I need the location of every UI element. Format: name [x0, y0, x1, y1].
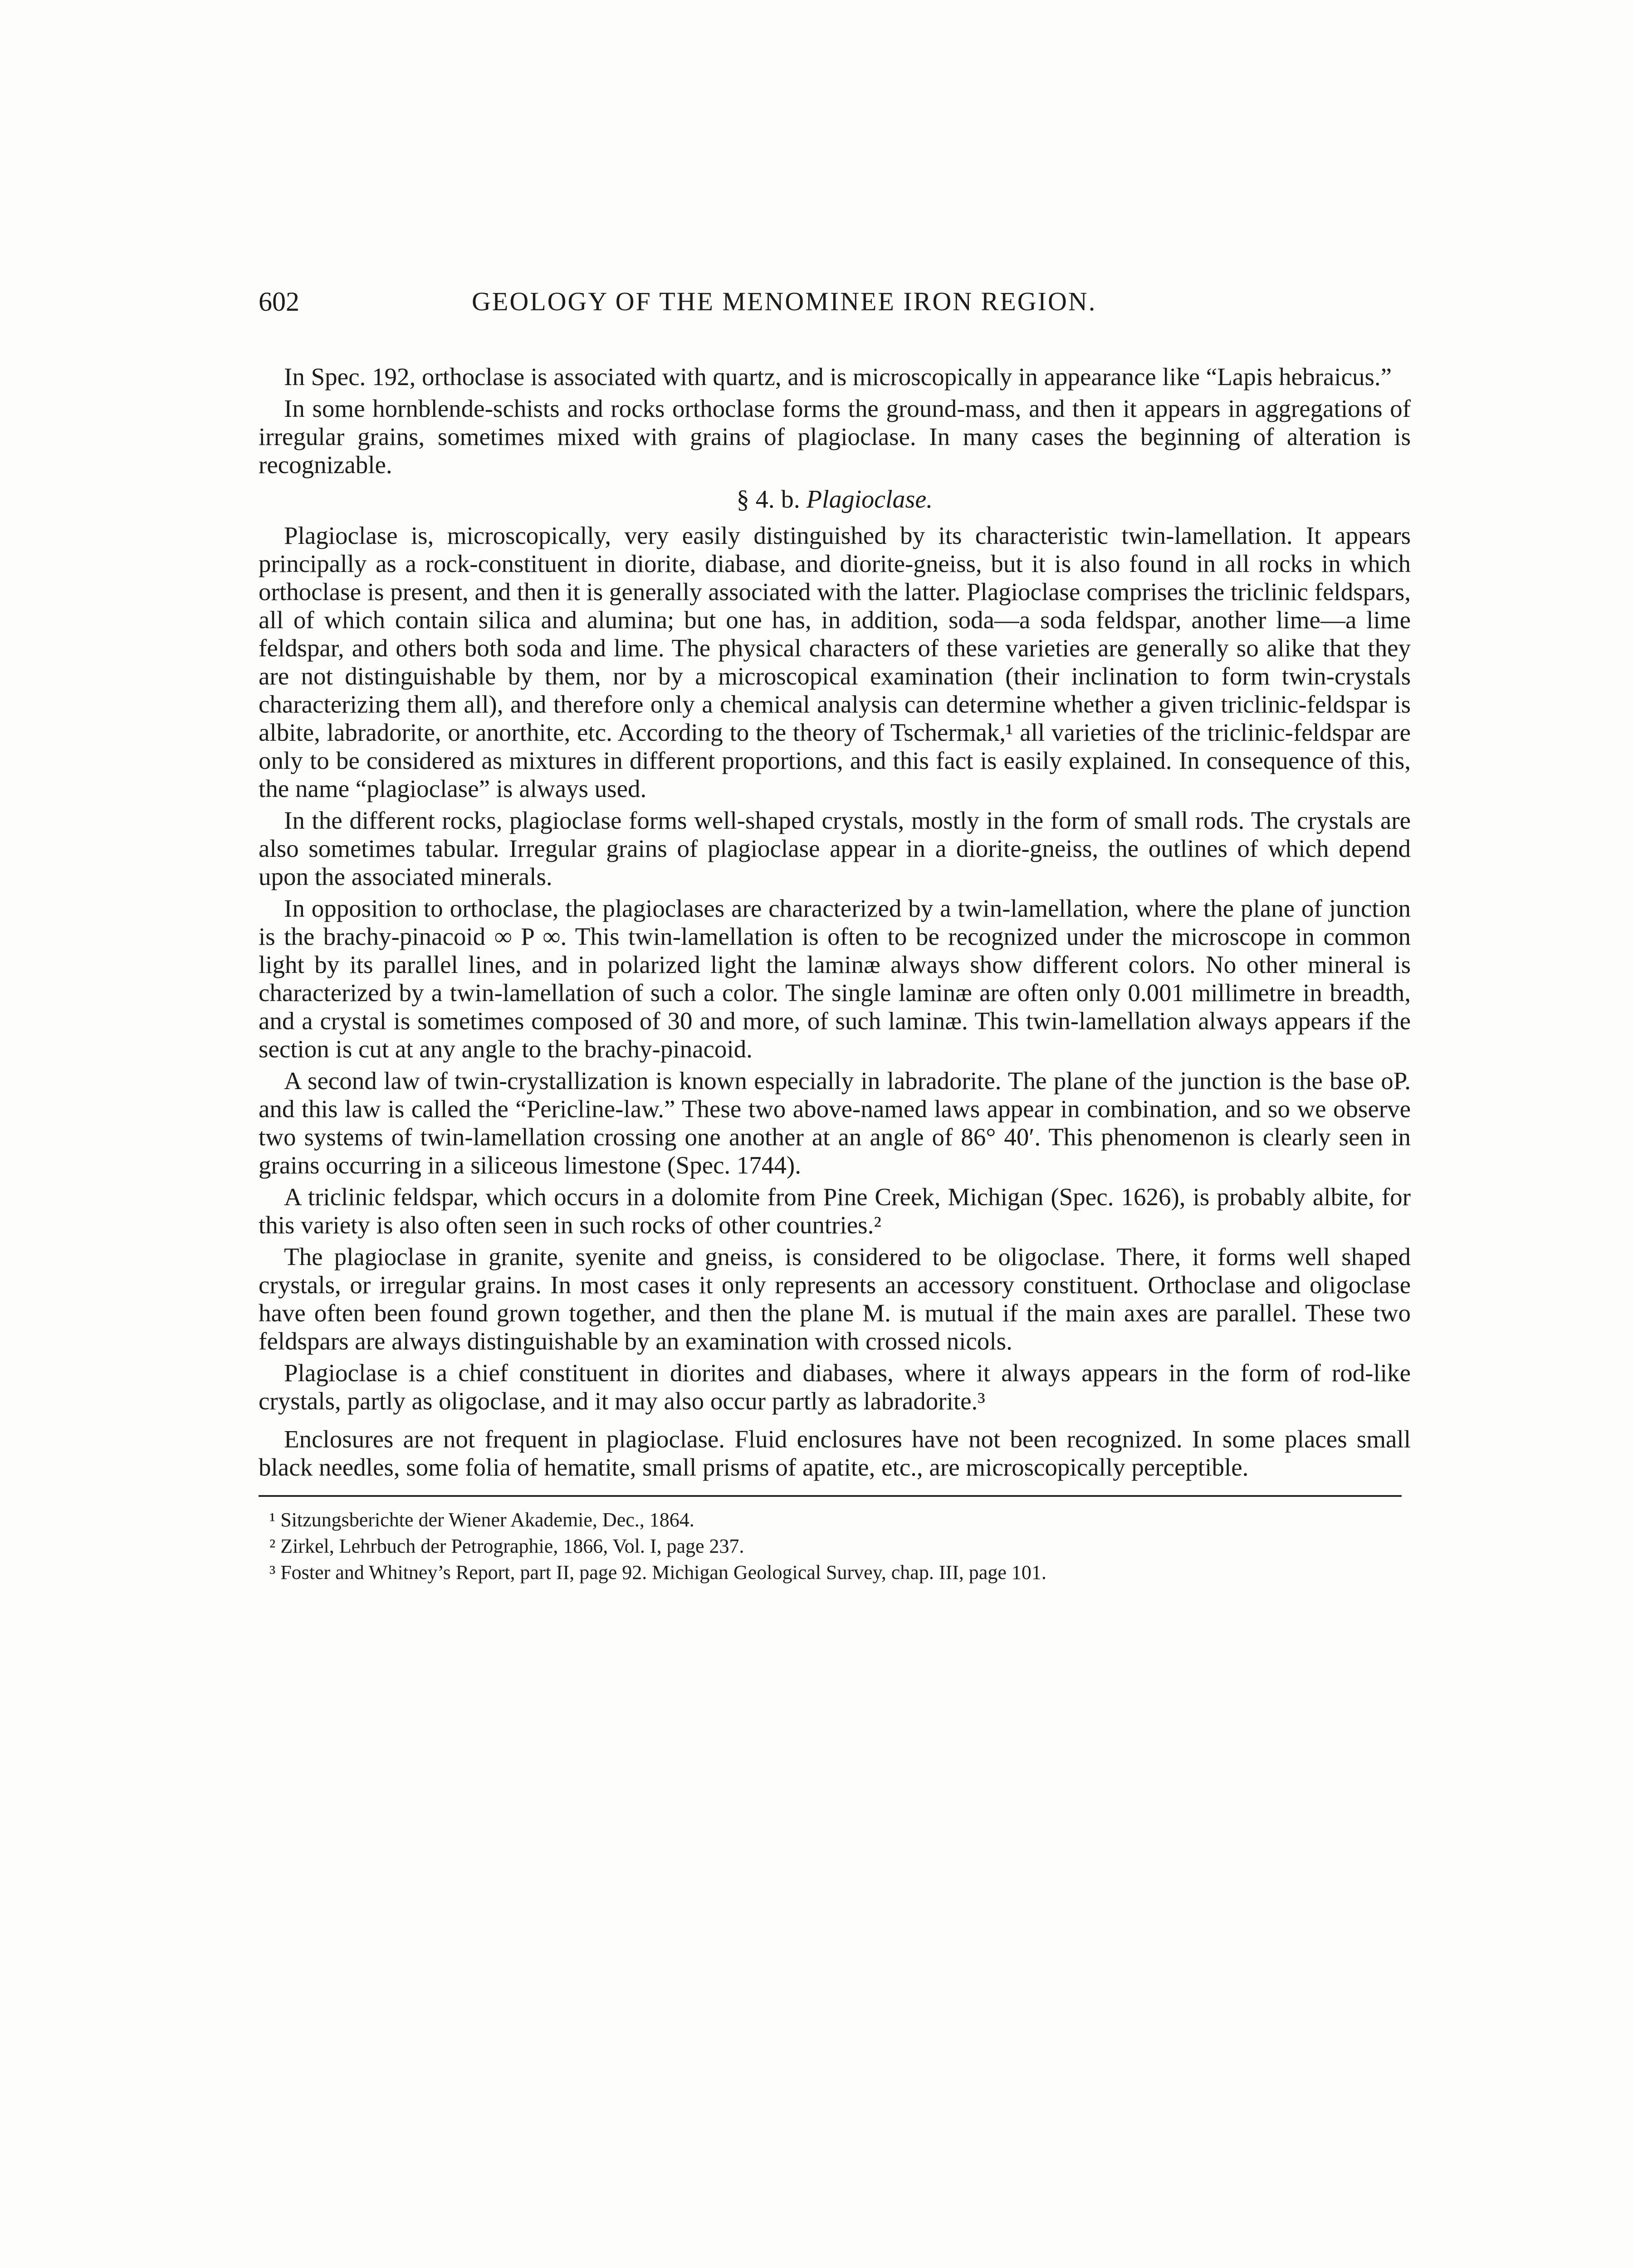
paragraph-gap	[259, 1419, 1411, 1425]
paragraph-orthoclase-spec-192: In Spec. 192, orthoclase is associated with quartz, and is microscopically in appearance like “Lapis hebraicus.”	[284, 363, 1392, 391]
footnotes	[259, 1507, 1411, 1586]
footnote-divider	[259, 1495, 1402, 1497]
paragraph-pericline-law: A second law of twin-crystallization is known especially in labradorite. The plane of the junction is the base oP. and this law is called the “Pericline-law.” These two above-named laws appear in combination, and so we observe two systems of twin-lamellation crossing one another at an angle of 86° 40′. This phenomenon is clearly seen in grains occurring in a siliceous limestone (Spec. 1744).	[259, 1067, 1411, 1179]
section-heading	[259, 484, 1411, 515]
page-header	[259, 281, 1438, 322]
paragraph-plagioclase-intro: Plagioclase is, microscopically, very easily distinguished by its characteristic twin-lamellation. It appears principally as a rock-constituent in diorite, diabase, and diorite-gneiss, but it is also found in all rocks in which orthoclase is present, and then it is generally associated with the latter. Plagioclase comprises the triclinic feldspars, all of which contain silica and alumina; but one has, in addition, soda—a soda feldspar, another lime—a lime feldspar, and others both soda and lime. The physical characters of these varieties are generally so alike that they are not distinguishable by them, nor by a microscopical examination (their inclination to form twin-crystals characterizing them all), and therefore only a chemical analysis can determine whether a given triclinic-feldspar is albite, labradorite, or anorthite, etc. According to the theory of Tschermak,¹ all varieties of the triclinic-feldspar are only to be considered as mixtures in different proportions, and this fact is easily explained. In consequence of this, the name “plagioclase” is always used.	[259, 522, 1411, 802]
paragraph-diorites-diabases: Plagioclase is a chief constituent in diorites and diabases, where it always appears in the form of rod-like crystals, partly as oligoclase, and it may also occur partly as labradorite.³	[259, 1359, 1411, 1415]
body-text	[259, 363, 1411, 1586]
paragraph-orthoclase-ground-mass: In some hornblende-schists and rocks orthoclase forms the ground-mass, and then it appears in aggregations of irregular grains, sometimes mixed with grains of plagioclase. In many cases the beginning of alteration is recognizable.	[259, 395, 1411, 479]
footnote-2: ² Zirkel, Lehrbuch der Petrographie, 1866, Vol. I, page 237.	[269, 1535, 744, 1557]
page-number: 602	[259, 287, 299, 317]
paragraph-twin-lamellation: In opposition to orthoclase, the plagioclases are characterized by a twin-lamellation, where the plane of junction is the brachy-pinacoid ∞ P ∞. This twin-lamellation is often to be recognized under the microscope in common light by its parallel lines, and in polarized light the laminæ always show different colors. No other mineral is characterized by a twin-lamellation of such a color. The single laminæ are often only 0.001 millimetre in breadth, and a crystal is sometimes composed of 30 and more, of such laminæ. This twin-lamellation always appears if the section is cut at any angle to the brachy-pinacoid.	[259, 894, 1411, 1063]
paragraph-crystal-forms: In the different rocks, plagioclase forms well-shaped crystals, mostly in the form of small rods. The crystals are also sometimes tabular. Irregular grains of plagioclase appear in a diorite-gneiss, the outlines of which depend upon the associated minerals.	[259, 807, 1411, 890]
paragraph-oligoclase: The plagioclase in granite, syenite and gneiss, is considered to be oligoclase. There, it forms well shaped crystals, or irregular grains. In most cases it only represents an accessory constituent. Orthoclase and oligoclase have often been found grown together, and then the plane M. is mutual if the main axes are parallel. These two feldspars are always distinguishable by an examination with crossed nicols.	[259, 1243, 1411, 1355]
footnote-1: ¹ Sitzungsberichte der Wiener Akademie, Dec., 1864.	[269, 1509, 694, 1531]
section-title: Plagioclase.	[806, 485, 933, 513]
footnote-3: ³ Foster and Whitney’s Report, part II, page 92. Michigan Geological Survey, chap. III, page 101.	[269, 1561, 1046, 1584]
paragraph-enclosures: Enclosures are not frequent in plagioclase. Fluid enclosures have not been recognized. In some places small black needles, some folia of hematite, small prisms of apatite, etc., are microscopically perceptible.	[259, 1425, 1411, 1481]
running-title: GEOLOGY OF THE MENOMINEE IRON REGION.	[472, 287, 1097, 316]
section-letter: b.	[781, 485, 800, 513]
paragraph-albite: A triclinic feldspar, which occurs in a dolomite from Pine Creek, Michigan (Spec. 1626), is probably albite, for this variety is also often seen in such rocks of other countries.²	[259, 1183, 1411, 1239]
section-number: § 4.	[736, 485, 775, 513]
